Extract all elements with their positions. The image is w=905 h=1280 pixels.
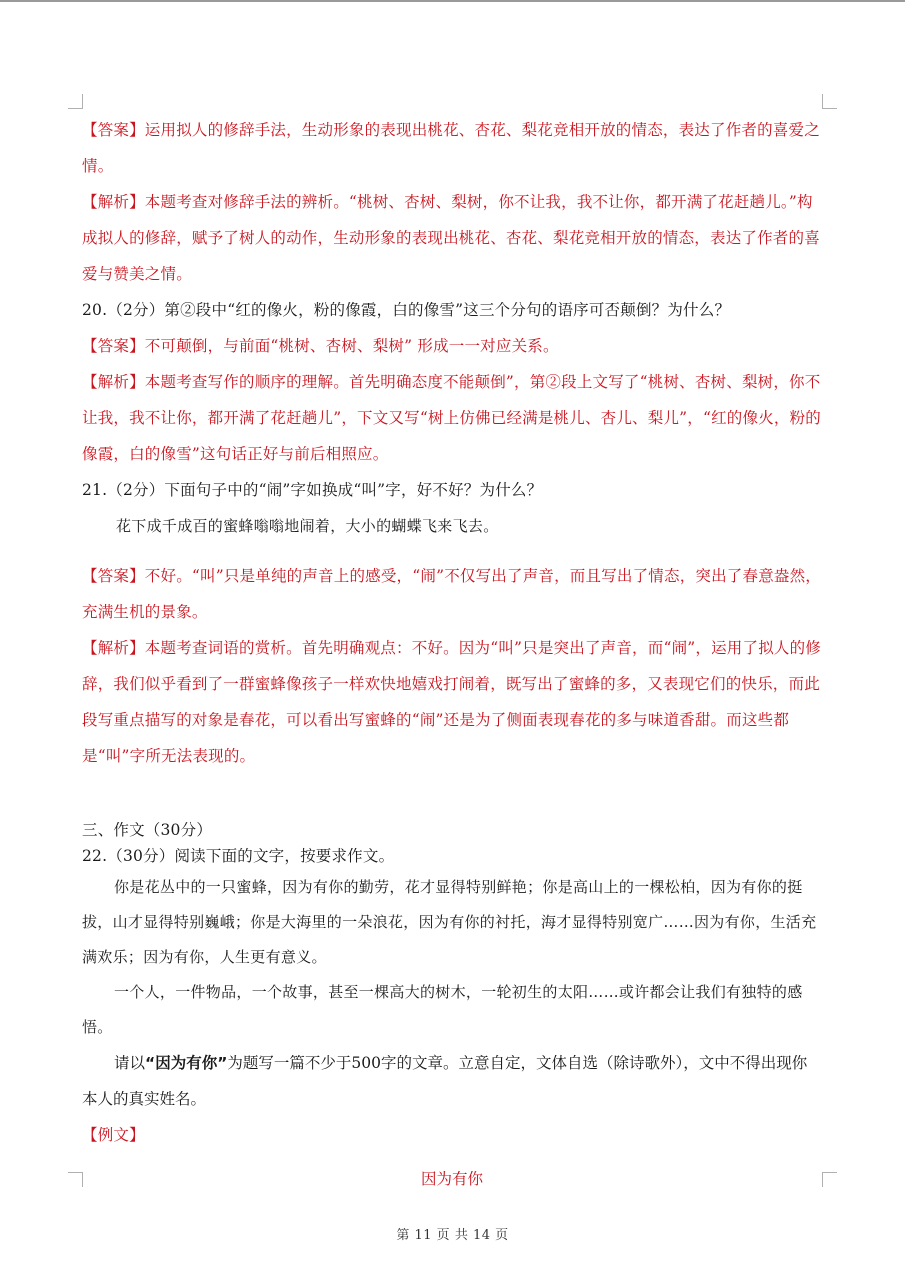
example-label: 【例文】 bbox=[82, 1126, 145, 1144]
crop-mark-bottom-right bbox=[822, 1172, 837, 1187]
top-border bbox=[0, 0, 905, 2]
q20-analysis: 【解析】本题考查写作的顺序的理解。首先明确态度不能颠倒”，第②段上文写了“桃树、杏树、梨树，你不让我，我不让你，都开满了花赶趟儿”，下文又写“树上仿佛已经满是桃儿、杏儿、梨儿”，“红的像火，粉的像霞，白的像雪”这句话正好与前后相照应。 bbox=[82, 373, 821, 463]
spacer bbox=[82, 544, 822, 558]
q19-analysis: 【解析】本题考查对修辞手法的辨析。“桃树、杏树、梨树，你不让我，我不让你，都开满了花赶趟儿。”构成拟人的修辞，赋予了树人的动作，生动形象的表现出桃花、杏花、梨花竞相开放的情态，表达了作者的喜爱与赞美之情。 bbox=[82, 193, 820, 283]
prompt-before: 请以 bbox=[114, 1054, 146, 1072]
q21-question: 21.（2分）下面句子中的“闹”字如换成“叫”字，好不好？为什么？ bbox=[82, 481, 543, 499]
q20-answer: 【答案】不可颠倒，与前面“桃树、杏树、梨树” 形成一一对应关系。 bbox=[82, 337, 559, 355]
q21-sentence: 花下成千成百的蜜蜂嗡嗡地闹着，大小的蝴蝶飞来飞去。 bbox=[116, 517, 499, 535]
example-title: 因为有你 bbox=[420, 1170, 483, 1188]
q22-question: 22.（30分）阅读下面的文字，按要求作文。 bbox=[82, 847, 395, 865]
prompt-after: 为题写一篇不少于500字的文章。立意自定，文体自选（除诗歌外），文中不得出现你本人的真实姓名。 bbox=[82, 1054, 808, 1108]
spacer bbox=[82, 774, 822, 818]
material-paragraph-2: 一个人，一件物品，一个故事，甚至一棵高大的树木，一轮初生的太阳……或许都会让我们有独特的感悟。 bbox=[82, 983, 803, 1036]
q19-answer: 【答案】运用拟人的修辞手法，生动形象的表现出桃花、杏花、梨花竞相开放的情态，表达了作者的喜爱之情。 bbox=[82, 121, 820, 175]
writing-prompt bbox=[82, 1045, 822, 1117]
crop-mark-top-left bbox=[68, 94, 83, 109]
q21-answer: 【答案】不好。“叫”只是单纯的声音上的感受，“闹”不仅写出了声音，而且写出了情态，突出了春意盎然，充满生机的景象。 bbox=[82, 567, 821, 621]
section-heading: 三、作文（30分） bbox=[82, 821, 213, 839]
q20-question: 20.（2分）第②段中“红的像火，粉的像霞，白的像雪”这三个分句的语序可否颠倒？为什么？ bbox=[82, 301, 731, 319]
prompt-title: “因为有你” bbox=[145, 1054, 228, 1072]
crop-mark-bottom-left bbox=[68, 1172, 83, 1187]
page-content bbox=[82, 112, 822, 1197]
material-paragraph-1: 你是花丛中的一只蜜蜂，因为有你的勤劳，花才显得特别鲜艳；你是高山上的一棵松柏，因为有你的挺拔，山才显得特别巍峨；你是大海里的一朵浪花，因为有你的衬托，海才显得特别宽广……因为有你，生活充满欢乐；因为有你，人生更有意义。 bbox=[82, 878, 817, 966]
page-footer: 第 11 页 共 14 页 bbox=[396, 1228, 509, 1243]
q21-analysis: 【解析】本题考查词语的赏析。首先明确观点：不好。因为“叫”只是突出了声音，而“闹”，运用了拟人的修辞，我们似乎看到了一群蜜蜂像孩子一样欢快地嬉戏打闹着，既写出了蜜蜂的多，又表现它们的快乐，而此段写重点描写的对象是春花，可以看出写蜜蜂的“闹”还是为了侧面表现春花的多与味道香甜。而这些都是“叫”字所无法表现的。 bbox=[82, 639, 821, 765]
crop-mark-top-right bbox=[822, 94, 837, 109]
